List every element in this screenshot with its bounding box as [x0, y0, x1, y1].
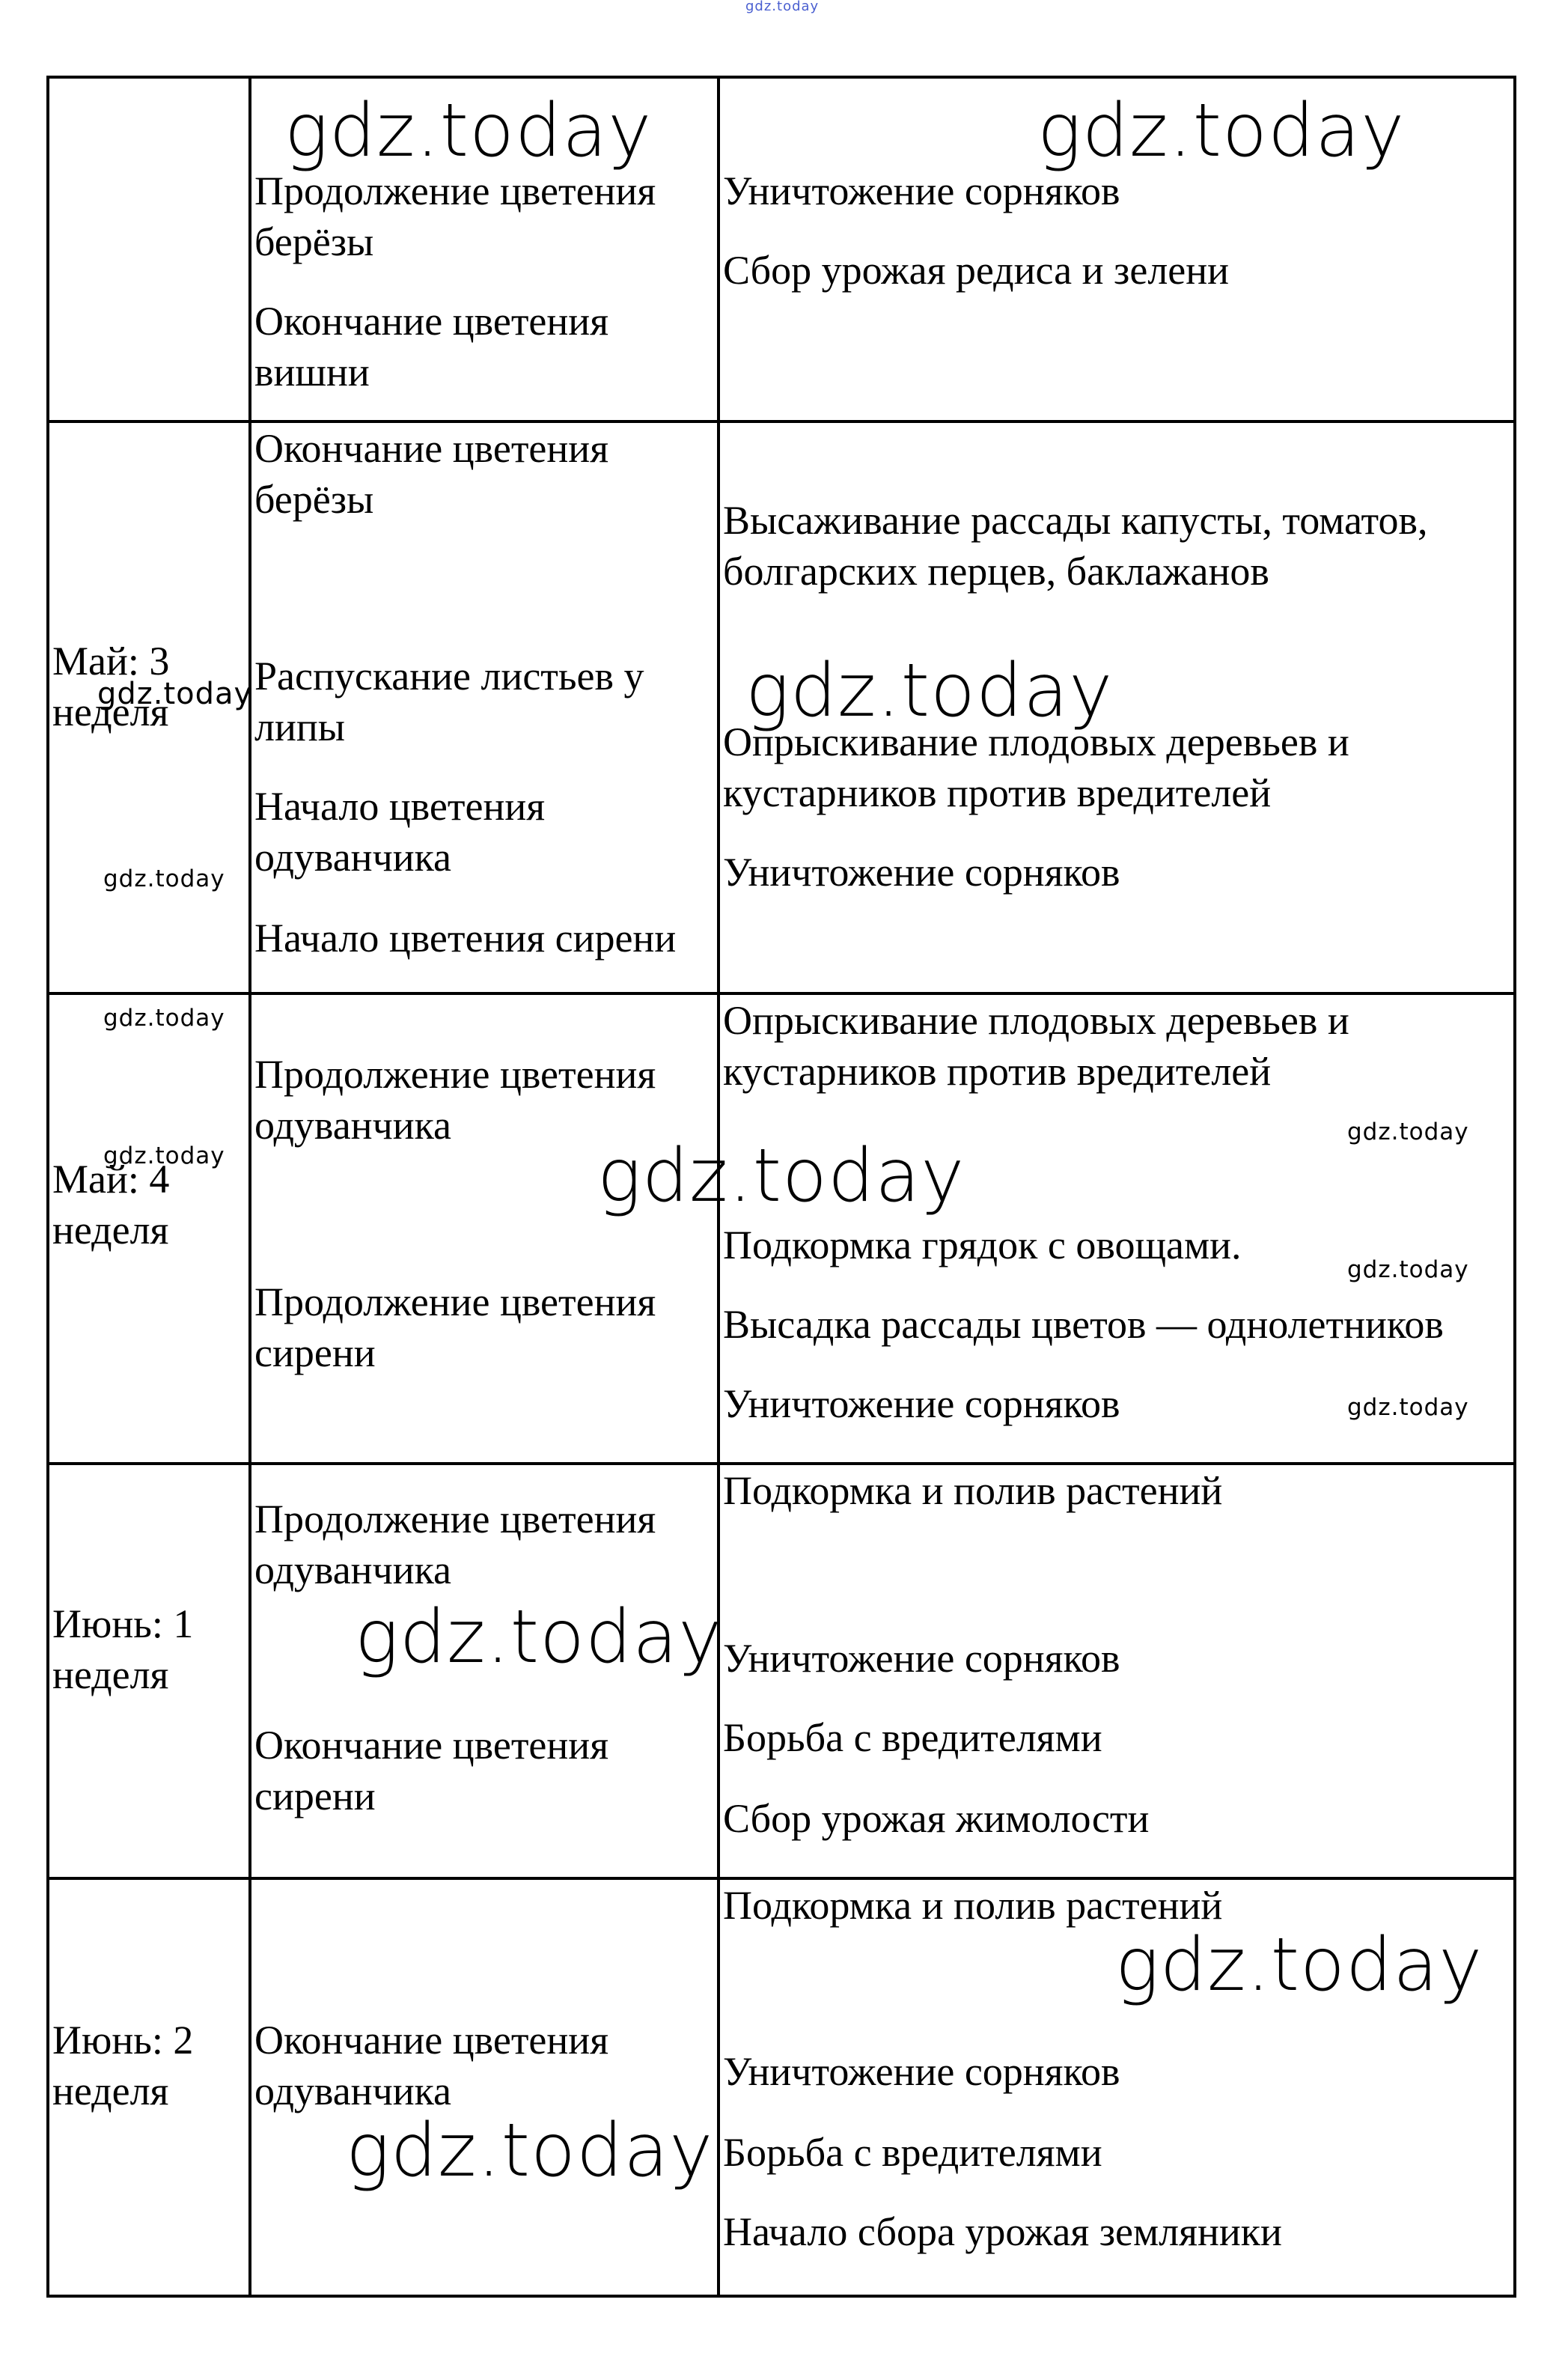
work-cell — [719, 1464, 1515, 1878]
work-cell — [719, 421, 1515, 993]
work-cell — [719, 77, 1515, 421]
work-cell — [719, 1878, 1515, 2296]
watermark: gdz.today — [1347, 1394, 1469, 1421]
week-cell — [48, 1878, 250, 2296]
watermark: gdz.today — [284, 88, 653, 174]
nature-event: Начало цветения сирени — [254, 916, 677, 961]
nature-event: Продолжение цветения одуванчика — [254, 1497, 656, 1592]
table-row — [48, 1878, 1515, 2296]
nature-cell — [250, 77, 719, 421]
garden-task: Опрыскивание плодовых деревьев и кустарников против вредителей — [723, 719, 1349, 815]
nature-event: Окончание цветения одуванчика — [254, 2018, 609, 2113]
nature-event: Окончание цветения вишни — [254, 299, 609, 395]
nature-event: Окончание цветения берёзы — [254, 426, 609, 522]
garden-task: Уничтожение сорняков — [723, 168, 1120, 213]
garden-task: Уничтожение сорняков — [723, 850, 1120, 895]
garden-task: Подкормка и полив растений — [723, 1883, 1223, 1928]
week-label: Май: 3 неделя — [52, 639, 170, 734]
nature-cell — [250, 1878, 719, 2296]
table-row — [48, 1464, 1515, 1878]
garden-task: Уничтожение сорняков — [723, 1381, 1120, 1426]
week-label: Июнь: 2 неделя — [52, 2018, 194, 2113]
garden-task: Подкормка грядок с овощами. — [723, 1223, 1242, 1267]
table-row — [48, 421, 1515, 993]
watermark: gdz.today — [1115, 1923, 1483, 2008]
nature-event: Продолжение цветения одуванчика — [254, 1052, 656, 1148]
watermark: gdz.today — [103, 1005, 225, 1032]
garden-task: Опрыскивание плодовых деревьев и кустарников против вредителей — [723, 998, 1349, 1094]
watermark: gdz.today — [1037, 88, 1406, 174]
watermark: gdz.today — [1347, 1118, 1469, 1145]
watermark: gdz.today — [346, 2108, 714, 2194]
garden-task: Начало сбора урожая земляники — [723, 2209, 1282, 2254]
week-cell — [48, 993, 250, 1464]
garden-task: Высаживание рассады капусты, томатов, болгарских перцев, баклажанов — [723, 498, 1428, 594]
garden-task: Подкормка и полив растений — [723, 1468, 1223, 1513]
garden-task: Борьба с вредителями — [723, 1715, 1102, 1760]
nature-cell — [250, 1464, 719, 1878]
table-row — [48, 993, 1515, 1464]
nature-cell — [250, 421, 719, 993]
watermark: gdz.today — [597, 1133, 965, 1219]
nature-event: Окончание цветения сирени — [254, 1723, 609, 1818]
nature-event: Продолжение цветения сирени — [254, 1279, 656, 1375]
watermark: gdz.today — [1347, 1256, 1469, 1283]
table-row — [48, 77, 1515, 421]
watermark: gdz.today — [355, 1595, 723, 1680]
watermark: gdz.today — [745, 648, 1114, 734]
nature-event: Продолжение цветения берёзы — [254, 168, 656, 264]
nature-event: Распускание листьев у липы — [254, 654, 644, 749]
nature-cell — [250, 993, 719, 1464]
watermark: gdz.today — [103, 1142, 225, 1169]
nature-event: Начало цветения одуванчика — [254, 784, 546, 880]
garden-task: Сбор урожая жимолости — [723, 1796, 1150, 1841]
week-cell — [48, 421, 253, 993]
week-label: Май: 4 неделя — [52, 1157, 170, 1252]
week-cell — [48, 1464, 250, 1878]
work-cell — [719, 993, 1515, 1464]
garden-task: Борьба с вредителями — [723, 2130, 1102, 2175]
garden-task: Высадка рассады цветов — однолетников — [723, 1302, 1444, 1347]
calendar-table — [46, 76, 1516, 2298]
week-cell — [48, 77, 250, 421]
garden-task: Уничтожение сорняков — [723, 1636, 1120, 1681]
watermark: gdz.today — [103, 865, 225, 892]
watermark: gdz.today — [97, 677, 253, 711]
garden-task: Уничтожение сорняков — [723, 2049, 1120, 2094]
watermark-top: gdz.today — [745, 0, 820, 14]
week-label: Июнь: 1 неделя — [52, 1601, 194, 1697]
garden-task: Сбор урожая редиса и зелени — [723, 248, 1230, 293]
